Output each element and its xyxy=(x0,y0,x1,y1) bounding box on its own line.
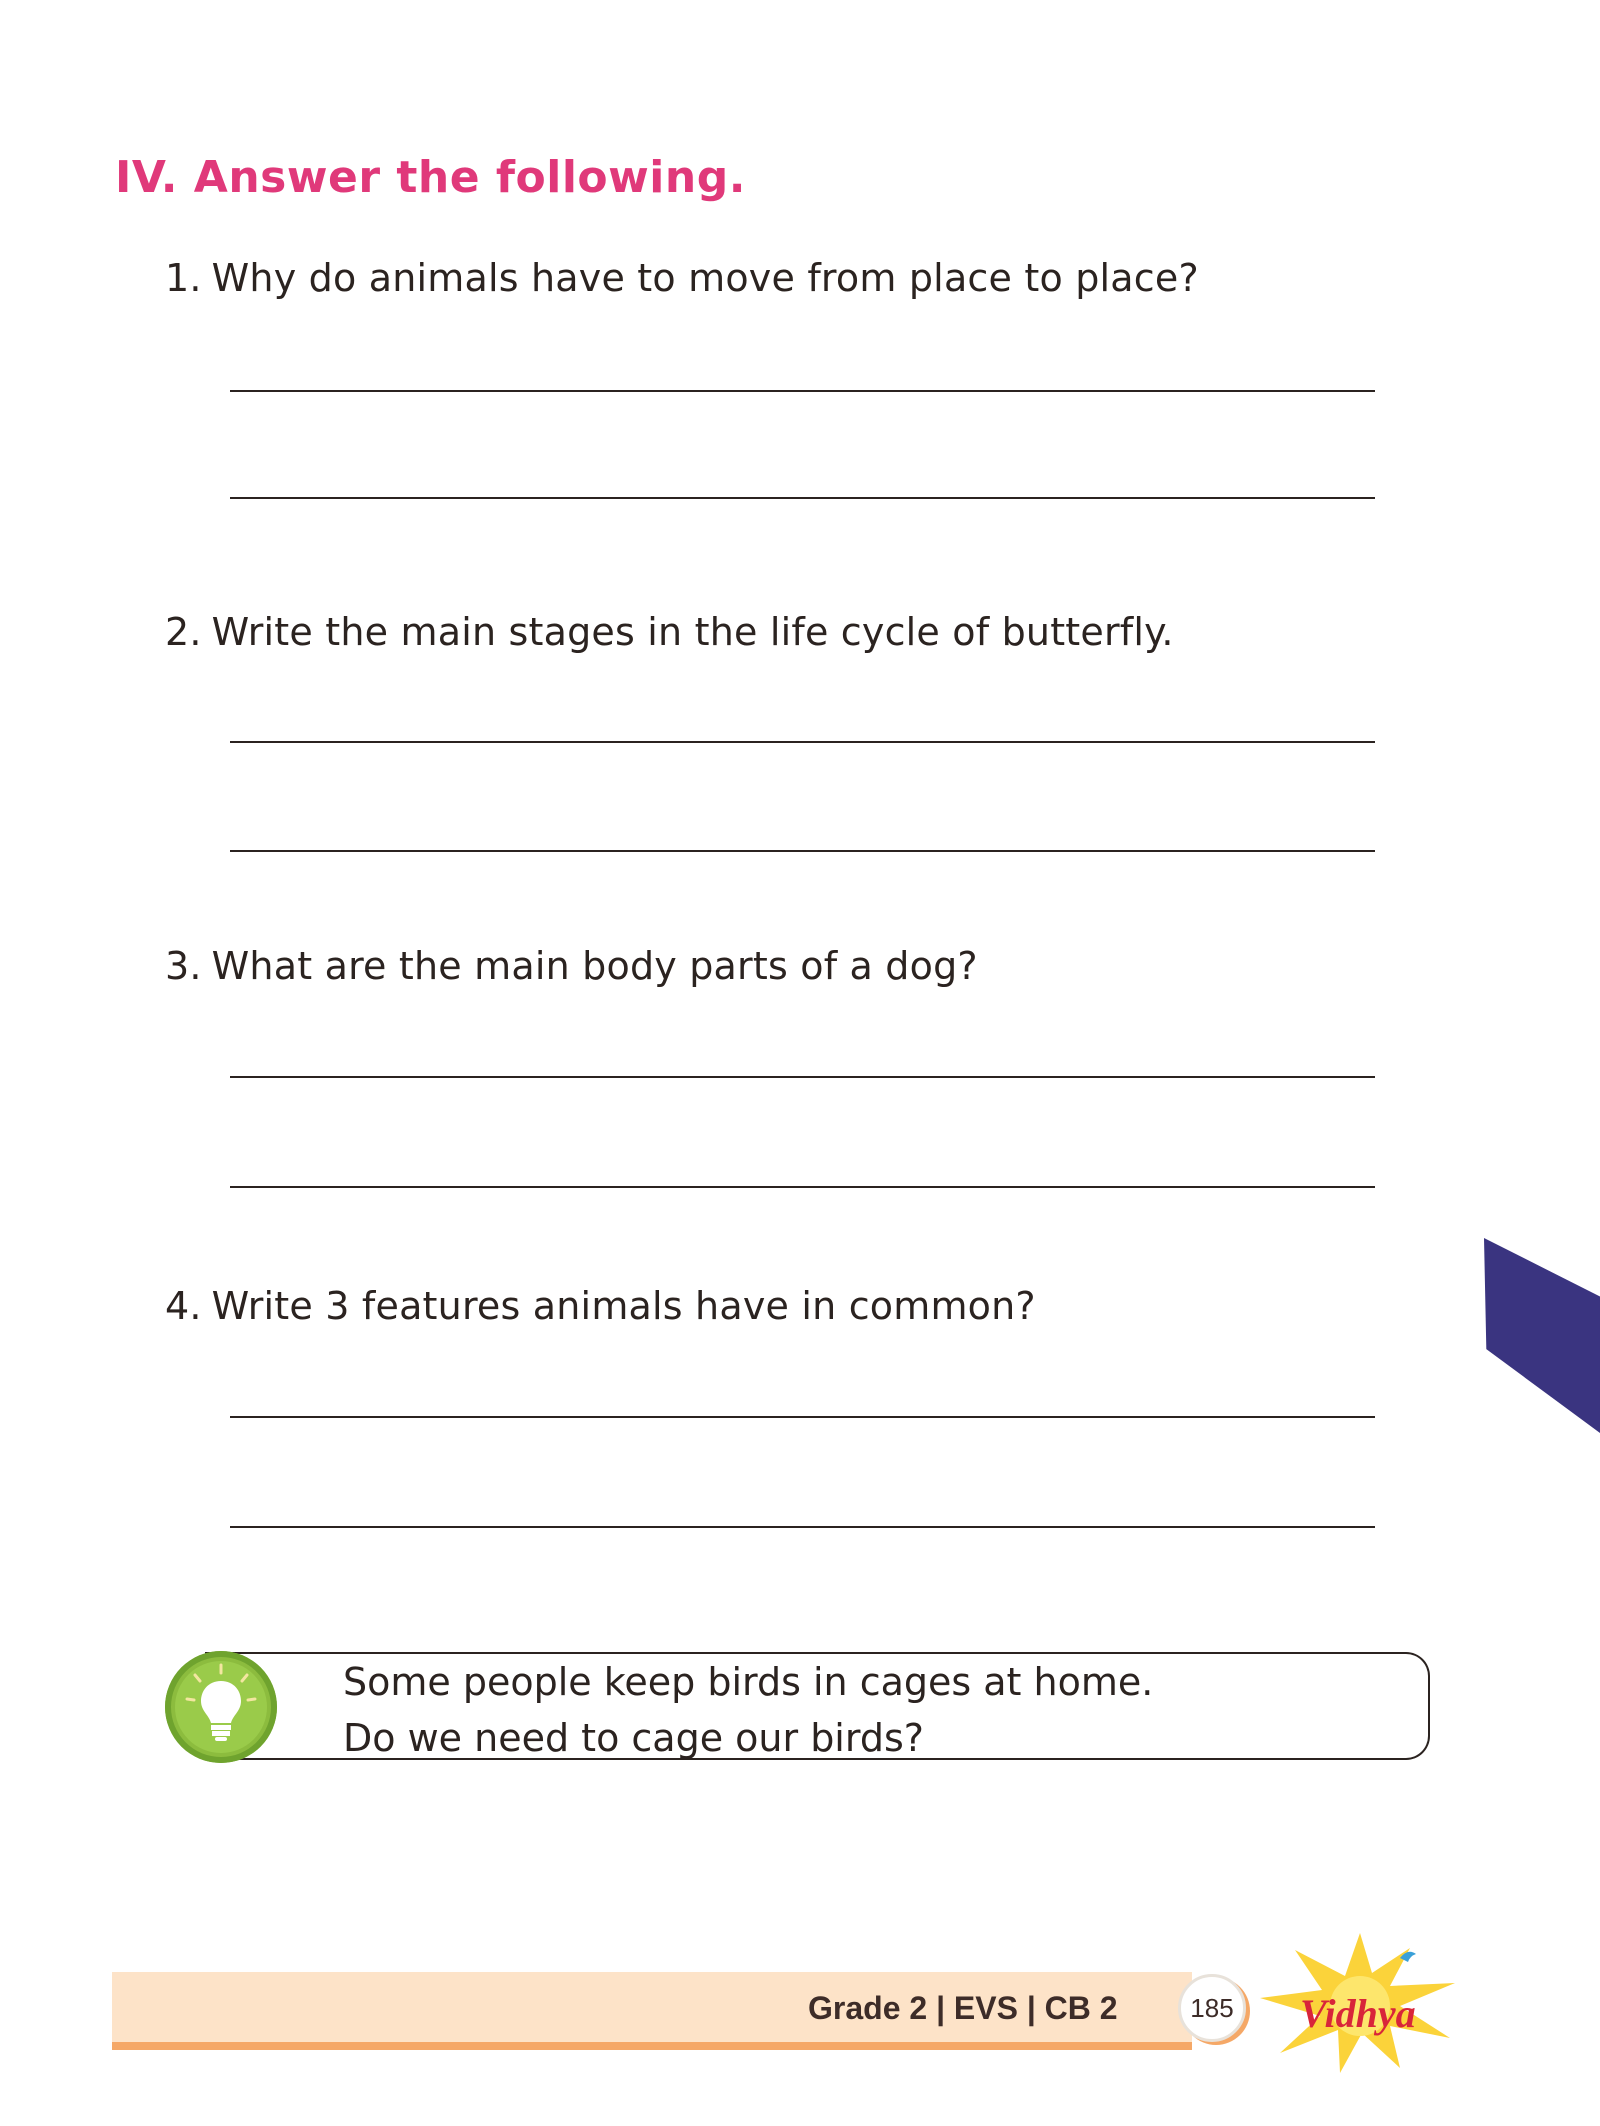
tip-line-2: Do we need to cage our birds? xyxy=(343,1716,924,1760)
answer-line[interactable] xyxy=(230,390,1375,392)
chapter-side-tab xyxy=(1484,1238,1600,1433)
tip-line-1: Some people keep birds in cages at home. xyxy=(343,1660,1154,1704)
question-text: Write 3 features animals have in common? xyxy=(211,1284,1036,1328)
answer-line[interactable] xyxy=(230,850,1375,852)
lightbulb-icon xyxy=(165,1651,277,1763)
question-text: What are the main body parts of a dog? xyxy=(211,944,978,988)
question-number: 2. xyxy=(165,610,202,654)
answer-line[interactable] xyxy=(230,497,1375,499)
question-text: Write the main stages in the life cycle of butterfly. xyxy=(211,610,1174,654)
footer-course-label: Grade 2 | EVS | CB 2 xyxy=(808,1990,1118,2026)
question-3 xyxy=(165,944,978,988)
answer-line[interactable] xyxy=(230,1076,1375,1078)
section-heading: IV. Answer the following. xyxy=(115,152,746,203)
question-number: 1. xyxy=(165,256,202,300)
answer-line[interactable] xyxy=(230,1416,1375,1418)
page-number: 185 xyxy=(1178,1974,1246,2042)
answer-line[interactable] xyxy=(230,1186,1375,1188)
question-4 xyxy=(165,1284,1036,1328)
question-text: Why do animals have to move from place to place? xyxy=(211,256,1199,300)
logo-text: Vidhya xyxy=(1300,1991,1416,2036)
question-number: 4. xyxy=(165,1284,202,1328)
question-number: 3. xyxy=(165,944,202,988)
answer-line[interactable] xyxy=(230,1526,1375,1528)
question-1 xyxy=(165,256,1199,300)
question-2 xyxy=(165,610,1174,654)
answer-line[interactable] xyxy=(230,741,1375,743)
